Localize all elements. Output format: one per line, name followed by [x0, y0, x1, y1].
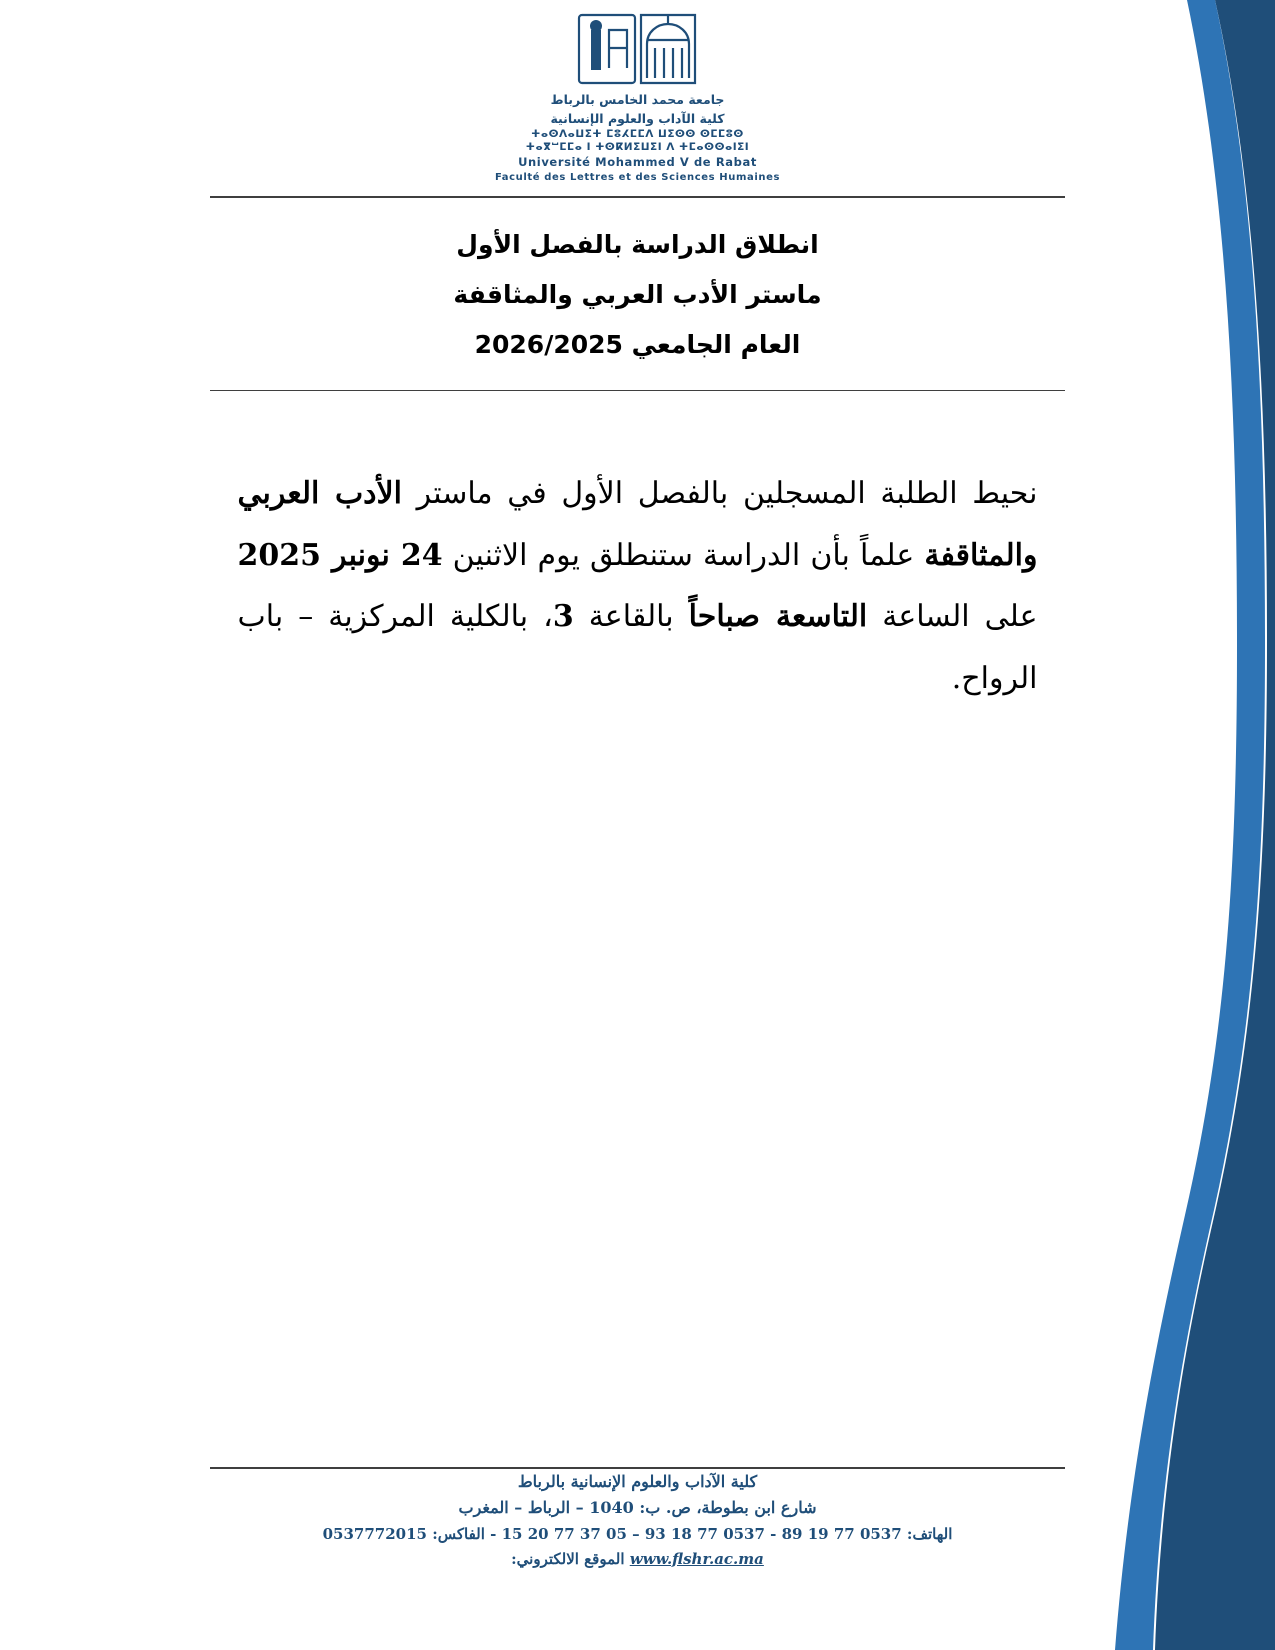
- footer-website-label: الموقع الالكتروني:: [511, 1549, 625, 1568]
- page-title-line-1: انطلاق الدراسة بالفصل الأول: [456, 229, 819, 259]
- letterhead: [0, 0, 1275, 184]
- decorative-blue-band: [1115, 0, 1275, 1650]
- logo-arabic-line-1: جامعة محمد الخامس بالرباط: [550, 92, 725, 107]
- body-segment-0: نحيط الطلبة المسجلين بالفصل الأول في ماستر: [402, 476, 1038, 512]
- body-segment-8: ، بالكلية المركزية – باب الرواح.: [237, 599, 1038, 696]
- logo-tifinagh-line-2: ⵜⴰⴳⵯⵎⵎⴰ ⵏ ⵜⵙⴽⵍⵉⵡⵉⵏ ⴷ ⵜⵎⴰⵙⵙⴰⵏⵉⵏ: [525, 141, 750, 154]
- body-segment-3: 24 نونبر 2025: [237, 537, 443, 573]
- header-divider: [210, 196, 1065, 198]
- body-segment-6: بالقاعة: [573, 599, 689, 635]
- body-segment-1: الأدب العربي والمثاقفة: [237, 476, 1038, 573]
- body-segment-5: التاسعة صباحاً: [688, 599, 868, 635]
- footer-website-link[interactable]: www.flshr.ac.ma: [629, 1549, 764, 1568]
- announcement-body: [238, 391, 1038, 709]
- university-logo-block: [458, 10, 818, 184]
- footer-wrap: [0, 1467, 1275, 1572]
- footer-address: شارع ابن بطوطة، ص. ب: 1040 – الرباط – المغرب: [458, 1498, 817, 1518]
- footer: [210, 1469, 1065, 1572]
- footer-website: [210, 1547, 1065, 1573]
- university-crest-icon: [543, 10, 733, 90]
- logo-tifinagh-line-1: ⵜⴰⵙⴷⴰⵡⵉⵜ ⵎⵓⵃⵎⵎⴷ ⵡⵉⵙⵙ ⵙⵎⵎⵓⵙ: [531, 127, 744, 140]
- page-title-line-2: ماستر الأدب العربي والمثاقفة: [453, 279, 822, 309]
- logo-arabic-line-2: كلية الآداب والعلوم الإنسانية: [550, 110, 725, 126]
- logo-french-line-1: Université Mohammed V de Rabat: [518, 155, 757, 170]
- footer-contact: الهاتف: 0537 77 19 89 - 0537 77 18 93 – 05 37 77 20 15 - الفاكس: 0537772015: [322, 1524, 953, 1543]
- body-segment-2: علماً بأن الدراسة ستنطلق يوم الاثنين: [442, 537, 925, 573]
- title-block: [210, 198, 1065, 374]
- page-title-line-3: العام الجامعي 2026/2025: [474, 329, 801, 359]
- body-segment-7: 3: [552, 599, 574, 635]
- footer-divider: [210, 1467, 1065, 1469]
- title-divider: [210, 390, 1065, 392]
- body-segment-4: على الساعة: [867, 599, 1038, 635]
- logo-french-line-2: Faculté des Lettres et des Sciences Humaines: [494, 171, 781, 183]
- footer-faculty-name: كلية الآداب والعلوم الإنسانية بالرباط: [517, 1471, 758, 1491]
